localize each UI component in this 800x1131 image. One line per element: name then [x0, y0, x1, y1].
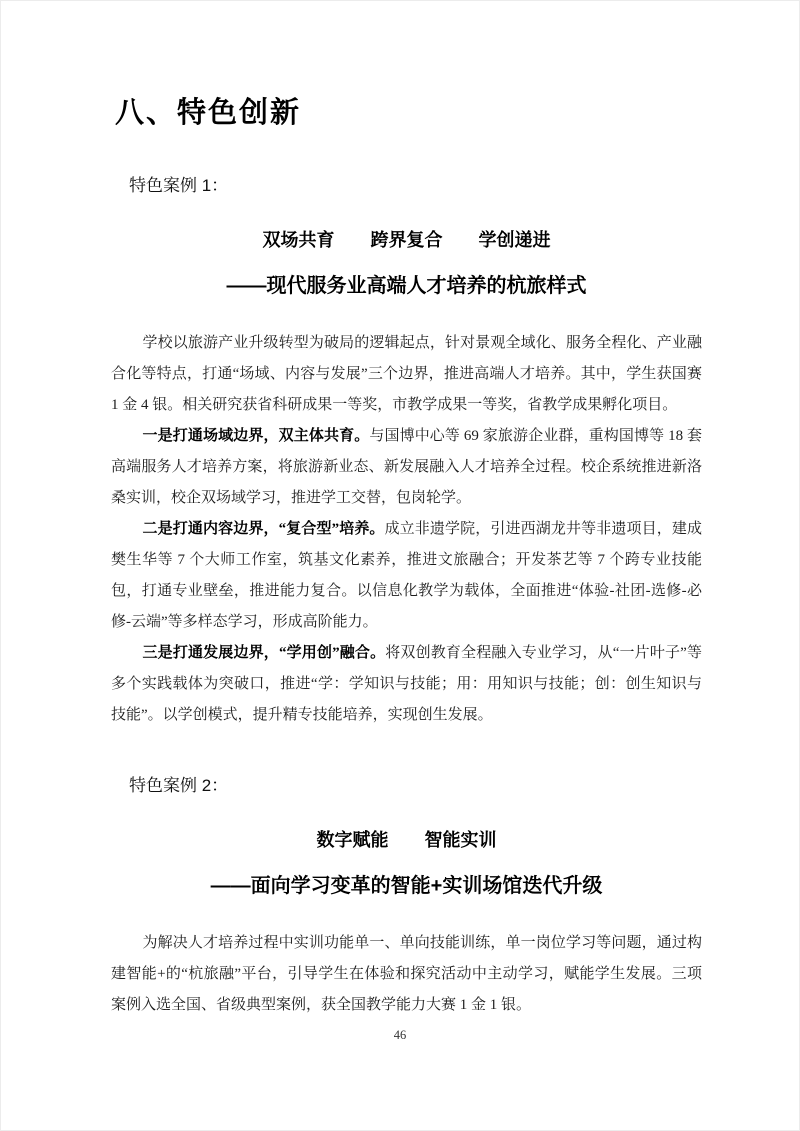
case2-body: [111, 928, 702, 1021]
case1-point-3-lead: 三是打通发展边界，“学用创”融合。: [142, 645, 386, 661]
case1-point-3-text: 将双创教育全程融入专业学习，从“一片叶子”等多个实践载体为突破口，推进“学：学知识与技能；用：用知识与技能；创：创生知识与技能”。以学创模式，提升精专技能培养，实现创生发展。: [111, 645, 702, 723]
case1-body: [111, 328, 702, 731]
case2-title: ——面向学习变革的智能+实训场馆迭代升级: [210, 875, 603, 897]
case1-label: 特色案例 1：: [129, 176, 229, 195]
case1-point-1-text: 与国博中心等 69 家旅游企业群，重构国博等 18 套高端服务人才培养方案，将旅游新业态、新发展融入人才培养全过程。校企系统推进新洛桑实训，校企双场域学习，推进学工交替，包岗轮学。: [111, 428, 702, 506]
case1-point-1-lead: 一是打通场域边界，双主体共育。: [142, 428, 370, 444]
case1-intro-paragraph: 学校以旅游产业升级转型为破局的逻辑起点，针对景观全域化、服务全程化、产业融合化等特点，打通“场域、内容与发展”三个边界，推进高端人才培养。其中，学生获国赛 1 金 4 银。相关研究获省科研成果一等奖，市教学成果一等奖，省教学成果孵化项目。: [111, 335, 702, 413]
case1-title: ——现代服务业高端人才培养的杭旅样式: [226, 275, 587, 297]
case2-subtitle: 数字赋能 智能实训: [316, 830, 497, 850]
case1-point-3-paragraph: [111, 638, 702, 731]
case1-subtitle: 双场共育 跨界复合 学创递进: [262, 230, 551, 250]
page-number: 46: [393, 1028, 407, 1042]
case1-point-2-paragraph: [111, 514, 702, 638]
case1-point-2-text: 成立非遗学院，引进西湖龙井等非遗项目，建成樊生华等 7 个大师工作室，筑基文化素养，推进文旅融合；开发茶艺等 7 个跨专业技能包，打通专业壁垒，推进能力复合。以信息化教学为载体，全面推进“体验-社团-选修-必修-云端”等多样态学习，形成高阶能力。: [111, 521, 702, 630]
case2-intro-paragraph: 为解决人才培养过程中实训功能单一、单向技能训练，单一岗位学习等问题，通过构建智能+的“杭旅融”平台，引导学生在体验和探究活动中主动学习，赋能学生发展。三项案例入选全国、省级典型案例，获全国教学能力大赛 1 金 1 银。: [111, 935, 702, 1013]
section-heading: 八、特色创新: [115, 97, 302, 129]
case1-point-1-paragraph: [111, 421, 702, 514]
case1-point-2-lead: 二是打通内容边界，“复合型”培养。: [142, 521, 385, 537]
case2-label: 特色案例 2：: [129, 776, 229, 795]
